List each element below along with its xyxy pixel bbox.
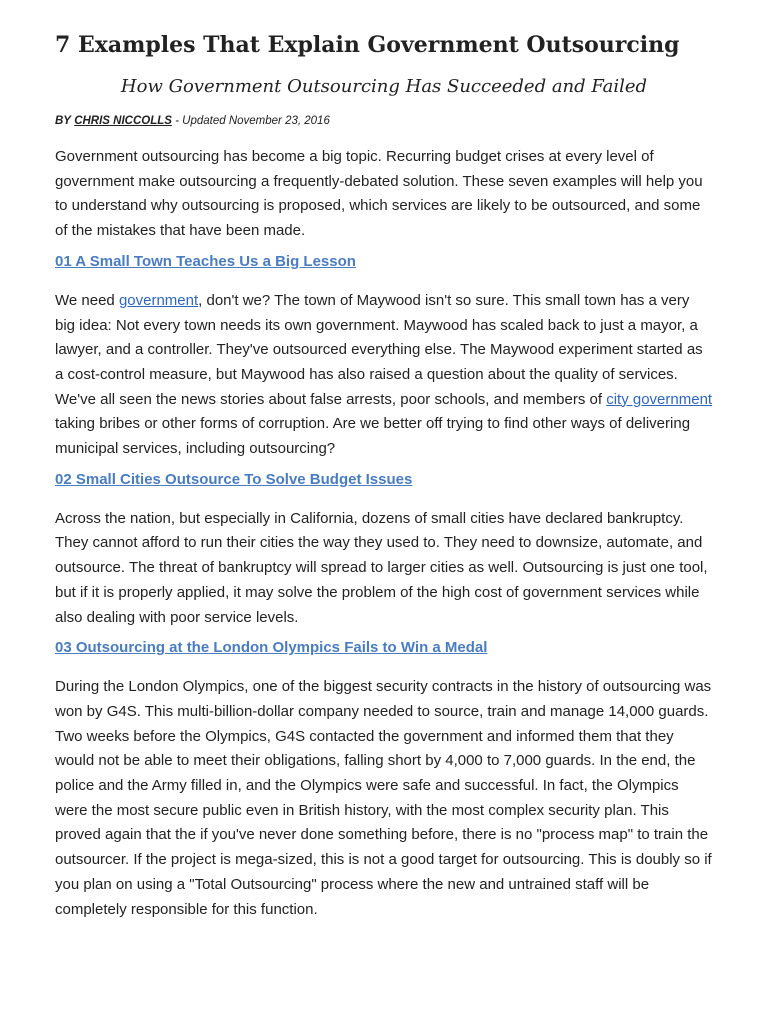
section-body-01-text-c: taking bribes or other forms of corruption. Are we better off trying to find other ways of delivering municipal services, including outsourcing? <box>55 415 691 458</box>
section-body-01-text-a: We need <box>55 291 119 309</box>
article-title: 7 Examples That Explain Government Outsourcing <box>55 32 680 58</box>
byline-by: BY <box>55 115 71 127</box>
updated-date: - Updated November 23, 2016 <box>175 115 330 127</box>
section-body-01-text-b: , don't we? The town of Maywood isn't so sure. This small town has a very big idea: Not every town needs its own government. Maywood has scaled back to just a mayor, a lawyer, and a controller. They've outsourced everything else. The Maywood experiment started as a cost-control measure, but Maywood has also raised a question about the quality of services. We've all seen the news stories about false arrests, poor schools, and members of <box>55 291 703 408</box>
section-body-02: Across the nation, but especially in California, dozens of small cities have declared bankruptcy. They cannot afford to run their cities the way they used to. They need to downsize, automate, and outsource. The threat of bankruptcy will spread to larger cities as well. Outsourcing is just one tool, but if it is properly applied, it may solve the problem of the high cost of government services while also dealing with poor service levels. <box>55 509 708 626</box>
article-subtitle: How Government Outsourcing Has Succeeded and Failed <box>120 76 648 97</box>
section-heading-03[interactable]: 03 Outsourcing at the London Olympics Fails to Win a Medal <box>55 639 488 657</box>
section-body-03: During the London Olympics, one of the biggest security contracts in the history of outsourcing was won by G4S. This multi-billion-dollar company needed to source, train and manage 14,000 guards. Two weeks before the Olympics, G4S contacted the government and informed them that they would not be able to meet their obligations, falling short by 4,000 to 7,000 guards. In the end, the police and the Army filled in, and the Olympics were safe and successful. In fact, the Olympics were the most secure public even in British history, with the most complex security plan. This proved again that the if you've never done something before, there is no "process map" to train the outsourcer. If the project is mega-sized, this is not a good target for outsourcing. This is doubly so if you plan on using a "Total Outsourcing" process where the new and untrained staff will be completely responsible for this function. <box>55 678 712 918</box>
author-link[interactable]: CHRIS NICCOLLS <box>74 115 172 127</box>
intro-paragraph: Government outsourcing has become a big topic. Recurring budget crises at every level of government make outsourcing a frequently-debated solution. These seven examples will help you to understand why outsourcing is proposed, which services are likely to be outsourced, and some of the mistakes that have been made. <box>55 148 703 240</box>
city-government-link[interactable]: city government <box>606 390 713 408</box>
section-heading-02[interactable]: 02 Small Cities Outsource To Solve Budget Issues <box>55 470 413 488</box>
byline <box>55 115 713 127</box>
government-link[interactable]: government <box>118 291 199 309</box>
section-body-01 <box>55 289 713 462</box>
section-heading-01[interactable]: 01 A Small Town Teaches Us a Big Lesson <box>55 252 356 270</box>
